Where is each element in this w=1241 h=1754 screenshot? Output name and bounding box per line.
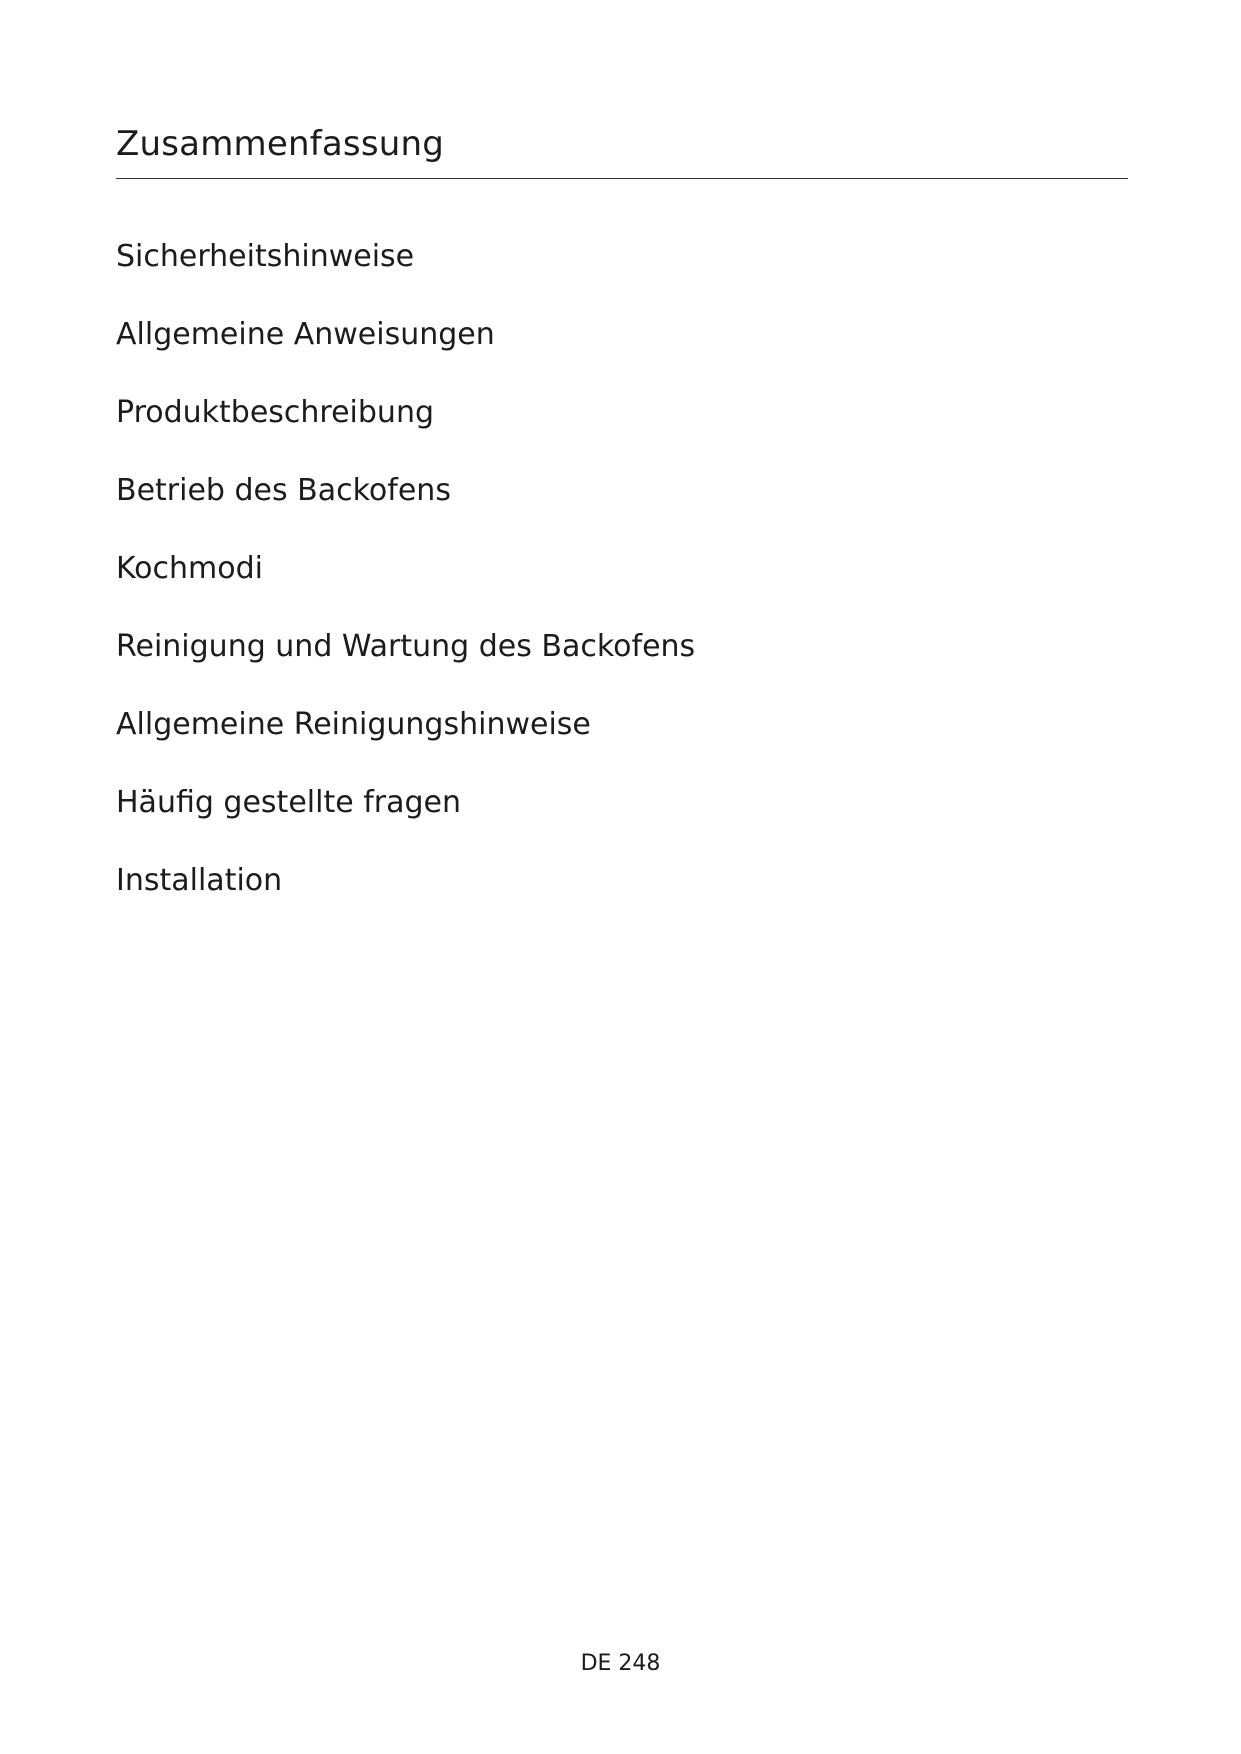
toc-item-allgemeine-anweisungen[interactable]: Allgemeine Anweisungen [116,317,495,352]
toc-item-betrieb-des-backofens[interactable]: Betrieb des Backofens [116,473,451,508]
table-of-contents [116,237,695,939]
toc-item-installation[interactable]: Installation [116,863,283,898]
toc-item-allgemeine-reinigungshinweise[interactable]: Allgemeine Reinigungshinweise [116,707,591,742]
toc-item-kochmodi[interactable]: Kochmodi [116,551,263,586]
toc-item-sicherheitshinweise[interactable]: Sicherheitshinweise [116,239,415,274]
title-divider [116,178,1128,179]
toc-item-reinigung-und-wartung[interactable]: Reinigung und Wartung des Backofens [116,629,696,664]
toc-item-produktbeschreibung[interactable]: Produktbeschreibung [116,395,435,430]
page-number: DE 248 [580,1651,661,1676]
page-title: Zusammenfassung [116,124,445,164]
toc-item-haeufig-gestellte-fragen[interactable]: Häufig gestellte fragen [116,785,461,820]
